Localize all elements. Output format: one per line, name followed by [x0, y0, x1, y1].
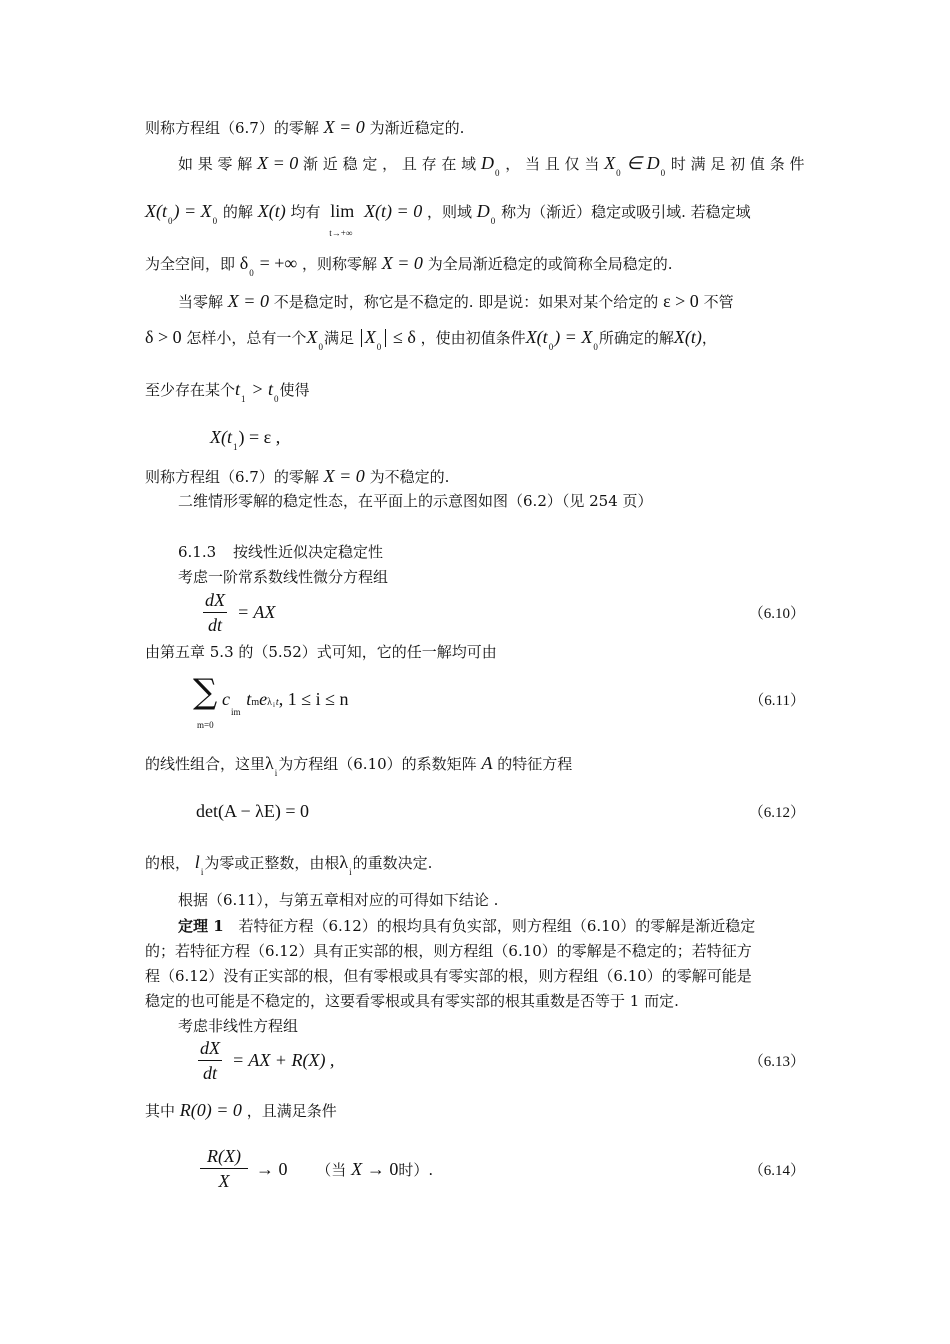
text: 的线性组合，这里 — [145, 755, 266, 773]
text: 均有 — [290, 203, 321, 221]
math: δ — [239, 253, 249, 273]
math: X = 0 — [227, 291, 269, 311]
math: = +∞ — [259, 253, 298, 273]
math: X(t) = 0 — [364, 201, 423, 221]
math: X — [364, 327, 376, 347]
text: 渐 近 稳 定 ， 且 存 在 域 — [303, 155, 477, 173]
subscript: 0 — [548, 342, 554, 352]
math: > t — [251, 379, 273, 399]
subscript: i — [274, 768, 278, 778]
equation-label: （6.14） — [748, 1163, 805, 1179]
math: λ — [265, 753, 274, 773]
paragraph-unstable-def — [178, 290, 734, 313]
math: e — [259, 689, 268, 709]
math: X = 0 — [257, 153, 299, 173]
superscript: m — [251, 697, 260, 708]
limit-operator — [325, 200, 359, 238]
rhs — [256, 1158, 433, 1181]
math: ≤ δ — [393, 327, 416, 347]
math: l — [194, 852, 200, 872]
text: 其中 — [145, 1102, 176, 1120]
subscript: 1 — [233, 442, 238, 452]
theorem-line: 程（6.12）没有正实部的根，但有零根或具有零实部的根，则方程组（6.10）的零解可能是 — [145, 967, 752, 985]
math: X — [306, 327, 318, 347]
paragraph-r-condition — [145, 1099, 337, 1122]
sum-symbol: ∑ — [193, 672, 218, 712]
text: 若稳定域 — [690, 203, 751, 221]
text: 当零解 — [178, 293, 224, 311]
denominator: dt — [202, 1063, 217, 1083]
paragraph-linear-combination — [145, 752, 572, 777]
text: 二维情形零解的稳定性态，在平面上的示意图如图（6.2）（见 254 页） — [178, 492, 653, 510]
subscript: i — [349, 867, 352, 877]
text: 的根， — [145, 854, 191, 872]
math: X — [604, 153, 616, 173]
subscript: 0 — [660, 168, 666, 178]
text: ，使由初值条件 — [420, 329, 526, 347]
text: ， — [701, 329, 717, 347]
denominator: X — [218, 1171, 230, 1191]
fraction — [200, 1144, 248, 1193]
text: 如 果 零 解 — [178, 155, 253, 173]
lim-subscript: t→+∞ — [329, 228, 353, 238]
subscript: 0 — [376, 342, 382, 352]
numerator: dX — [203, 588, 227, 613]
numerator: R(X) — [200, 1144, 248, 1169]
text: ，且满足条件 — [246, 1102, 337, 1120]
math: ) = ε , — [238, 427, 281, 447]
math: ) = X — [554, 327, 593, 347]
math: X = 0 — [323, 117, 365, 137]
math: X = 0 — [381, 253, 423, 273]
math: δ > 0 — [145, 327, 182, 347]
math: X = 0 — [323, 466, 365, 486]
math: ) = X — [173, 201, 212, 221]
paragraph-conclusion-intro — [178, 889, 498, 911]
text: 为零或正整数，由根 — [204, 854, 340, 872]
text: ，则称零解 — [301, 255, 377, 273]
math: ε > 0 — [663, 291, 699, 311]
text: 时 满 足 初 值 条 件 — [670, 155, 805, 173]
text: 的解 — [222, 203, 253, 221]
paragraph-unstable-condition — [145, 326, 717, 351]
paragraph-roots — [145, 851, 432, 876]
text: （当 — [316, 1161, 347, 1179]
section-number: 6.1.3 — [178, 543, 217, 561]
math: t — [235, 379, 241, 399]
equation-label: （6.13） — [748, 1054, 805, 1070]
text: 的重数决定. — [352, 854, 433, 872]
text: 为不稳定的. — [369, 468, 450, 486]
math: X(t) — [673, 327, 702, 347]
text: 怎样小，总有一个 — [186, 329, 307, 347]
text: 为全空间，即 — [145, 255, 236, 273]
subscript: 0 — [168, 216, 173, 226]
text: 称为（渐近）稳定或吸引域. — [501, 203, 686, 221]
text: 为方程组（6.10）的系数矩阵 — [278, 755, 477, 773]
condition: , 1 ≤ i ≤ n — [278, 689, 349, 709]
paragraph-consider-nonlinear — [178, 1015, 298, 1037]
characteristic-equation: det(A − λE) = 0 — [196, 801, 310, 821]
subscript: 0 — [318, 342, 323, 352]
superscript: λ — [267, 697, 272, 708]
subscript: i — [272, 701, 275, 709]
subscript: 0 — [593, 342, 598, 352]
math: c — [222, 689, 230, 709]
math: D — [476, 201, 490, 221]
text: 则称方程组（6.7）的零解 — [145, 119, 319, 137]
text: 根据（6.11），与第五章相对应的可得如下结论 . — [178, 891, 499, 909]
math: A — [481, 753, 493, 773]
sum-lower: m=0 — [197, 720, 214, 730]
paragraph-zero-solution-asymptotic — [145, 116, 464, 139]
denominator: dt — [207, 615, 222, 635]
numerator: dX — [198, 1036, 222, 1061]
paragraph-asymptotic-domain — [178, 152, 804, 177]
text: 的特征方程 — [497, 755, 573, 773]
paragraph-zero-solution-unstable — [145, 465, 449, 488]
math: → 0 — [256, 1159, 288, 1179]
paragraph-consider-linear — [178, 566, 388, 588]
text: ， 当 且 仅 当 — [505, 155, 600, 173]
text: ，则域 — [426, 203, 472, 221]
math: X(t — [210, 427, 232, 447]
theorem-line — [178, 915, 755, 937]
equation-unstable — [210, 426, 280, 451]
equation-label: （6.10） — [748, 606, 805, 622]
theorem-line: 稳定的也可能是不稳定的，这要看零根或具有零实部的根其重数是否等于 1 而定. — [145, 992, 679, 1010]
lim-text: lim — [330, 201, 355, 221]
math: R(0) = 0 — [179, 1100, 242, 1120]
equation-label: （6.12） — [748, 805, 805, 821]
rhs: = AX + R(X) , — [232, 1050, 335, 1070]
text: 为全局渐近稳定的或简称全局稳定的. — [427, 255, 673, 273]
text: 考虑非线性方程组 — [178, 1017, 299, 1035]
fraction — [198, 1036, 222, 1085]
text: 为渐近稳定的. — [369, 119, 465, 137]
theorem-head: 定理 1 — [178, 917, 224, 935]
subscript: im — [231, 707, 241, 717]
norm — [361, 327, 387, 352]
rhs: = AX — [237, 602, 276, 622]
text: 考虑一阶常系数线性微分方程组 — [178, 568, 389, 586]
text: 若特征方程（6.12）的根均具有负实部，则方程组（6.10）的零解是渐近稳定 — [238, 917, 756, 935]
subscript: 0 — [212, 216, 218, 226]
subscript: 0 — [616, 168, 621, 178]
text: 不是稳定时，称它是不稳定的. 即是说：如果对某个给定的 — [273, 293, 659, 311]
math: t — [246, 689, 252, 709]
text: 由第五章 5.3 的（5.52）式可知，它的任一解均可由 — [145, 643, 497, 661]
text: 时）. — [398, 1161, 434, 1179]
math: X(t) — [257, 201, 286, 221]
theorem-line: 的；若特征方程（6.12）具有正实部的根，则方程组（6.10）的零解是不稳定的；若特征方 — [145, 942, 752, 960]
section-heading — [178, 541, 383, 563]
text: 满足 — [323, 329, 354, 347]
paragraph-from-chapter5 — [145, 641, 497, 663]
paragraph-global-stable — [145, 252, 673, 277]
subscript: 1 — [241, 394, 246, 404]
fraction — [203, 588, 227, 637]
subscript: 0 — [494, 168, 500, 178]
math: λ — [339, 852, 349, 872]
subscript: 0 — [273, 394, 279, 404]
subscript: 0 — [249, 268, 254, 278]
math: X(t — [525, 327, 548, 347]
paragraph-exists-t1 — [145, 378, 309, 403]
equation-label: （6.11） — [749, 693, 805, 709]
text: 所确定的解 — [598, 329, 674, 347]
text: 则称方程组（6.7）的零解 — [145, 468, 319, 486]
math: X(t — [145, 201, 167, 221]
math: → 0 — [366, 1159, 399, 1179]
section-title: 按线性近似决定稳定性 — [232, 543, 383, 561]
text: 使得 — [279, 381, 310, 399]
math: D — [480, 153, 494, 173]
text: 至少存在某个 — [145, 381, 236, 399]
paragraph-limit-condition — [145, 200, 751, 238]
text: 不管 — [703, 293, 734, 311]
superscript: t — [275, 697, 279, 708]
math: X — [351, 1159, 363, 1179]
math: ∈ D — [626, 153, 660, 173]
summand — [222, 688, 349, 717]
subscript: 0 — [490, 216, 496, 226]
paragraph-figure-ref — [178, 490, 653, 512]
subscript: i — [200, 867, 204, 877]
